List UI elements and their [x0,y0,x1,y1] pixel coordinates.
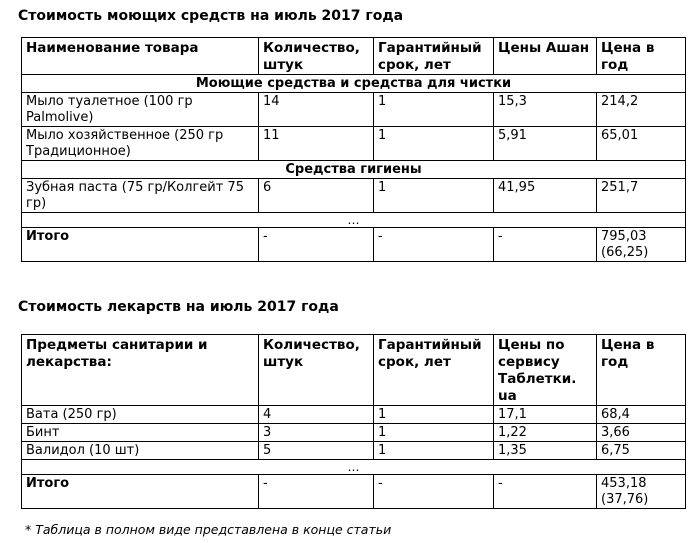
ellipsis-row [22,460,686,475]
cell-quantity: 11 [259,127,374,161]
cell-product: Валидол (10 шт) [22,442,259,460]
total-yearly-price: 453,18 (37,76) [597,475,686,509]
cell-warranty: 1 [374,127,494,161]
total-price: - [494,228,597,262]
table-row [22,442,686,460]
header-warranty: Гарантийный срок, лет [374,38,494,75]
total-quantity: - [259,475,374,509]
header-product-name: Наименование товара [22,38,259,75]
header-yearly-price: Цена в год [597,38,686,75]
total-label: Итого [22,228,259,262]
section-row [22,161,686,179]
header-quantity: Количество, штук [259,335,374,406]
cell-warranty: 1 [374,442,494,460]
cell-price: 17,1 [494,406,597,424]
cell-quantity: 6 [259,179,374,213]
cell-yearly-price: 3,66 [597,424,686,442]
total-yearly-price: 795,03 (66,25) [597,228,686,262]
cell-yearly-price: 214,2 [597,93,686,127]
cell-price: 15,3 [494,93,597,127]
cell-quantity: 5 [259,442,374,460]
total-quantity: - [259,228,374,262]
total-price: - [494,475,597,509]
total-row [22,475,686,509]
header-quantity: Количество, штук [259,38,374,75]
cell-product: Бинт [22,424,259,442]
cell-yearly-price: 251,7 [597,179,686,213]
ellipsis: … [22,460,686,475]
cell-price: 1,22 [494,424,597,442]
cell-warranty: 1 [374,406,494,424]
medicines-cost-table [21,334,686,509]
detergents-cost-table [21,37,686,262]
header-price: Цены Ашан [494,38,597,75]
cell-warranty: 1 [374,179,494,213]
table-row [22,179,686,213]
header-yearly-price: Цена в год [597,335,686,406]
cell-product: Мыло туалетное (100 гр Palmolive) [22,93,259,127]
footnote: * Таблица в полном виде представлена в конце статьи [25,522,392,537]
cell-product: Вата (250 гр) [22,406,259,424]
cell-price: 5,91 [494,127,597,161]
cell-warranty: 1 [374,93,494,127]
ellipsis-row [22,213,686,228]
cell-yearly-price: 6,75 [597,442,686,460]
cell-product: Зубная паста (75 гр/Колгейт 75 гр) [22,179,259,213]
header-warranty: Гарантийный срок, лет [374,335,494,406]
cell-product: Мыло хозяйственное (250 гр Традиционное) [22,127,259,161]
cell-quantity: 4 [259,406,374,424]
table1-title: Стоимость моющих средств на июль 2017 года [18,8,404,24]
table-row [22,93,686,127]
cell-quantity: 3 [259,424,374,442]
total-warranty: - [374,475,494,509]
header-product-name: Предметы санитарии и лекарства: [22,335,259,406]
cell-yearly-price: 65,01 [597,127,686,161]
section-hygiene: Средства гигиены [22,161,686,179]
total-warranty: - [374,228,494,262]
cell-yearly-price: 68,4 [597,406,686,424]
cell-quantity: 14 [259,93,374,127]
table-row [22,406,686,424]
section-cleaning: Моющие средства и средства для чистки [22,75,686,93]
table-row [22,424,686,442]
header-price: Цены по сервису Таблетки. ua [494,335,597,406]
table-row [22,127,686,161]
total-label: Итого [22,475,259,509]
cell-price: 41,95 [494,179,597,213]
total-row [22,228,686,262]
table-header-row [22,38,686,75]
ellipsis: … [22,213,686,228]
cell-price: 1,35 [494,442,597,460]
table-header-row [22,335,686,406]
table2-title: Стоимость лекарств на июль 2017 года [18,299,339,315]
section-row [22,75,686,93]
cell-warranty: 1 [374,424,494,442]
